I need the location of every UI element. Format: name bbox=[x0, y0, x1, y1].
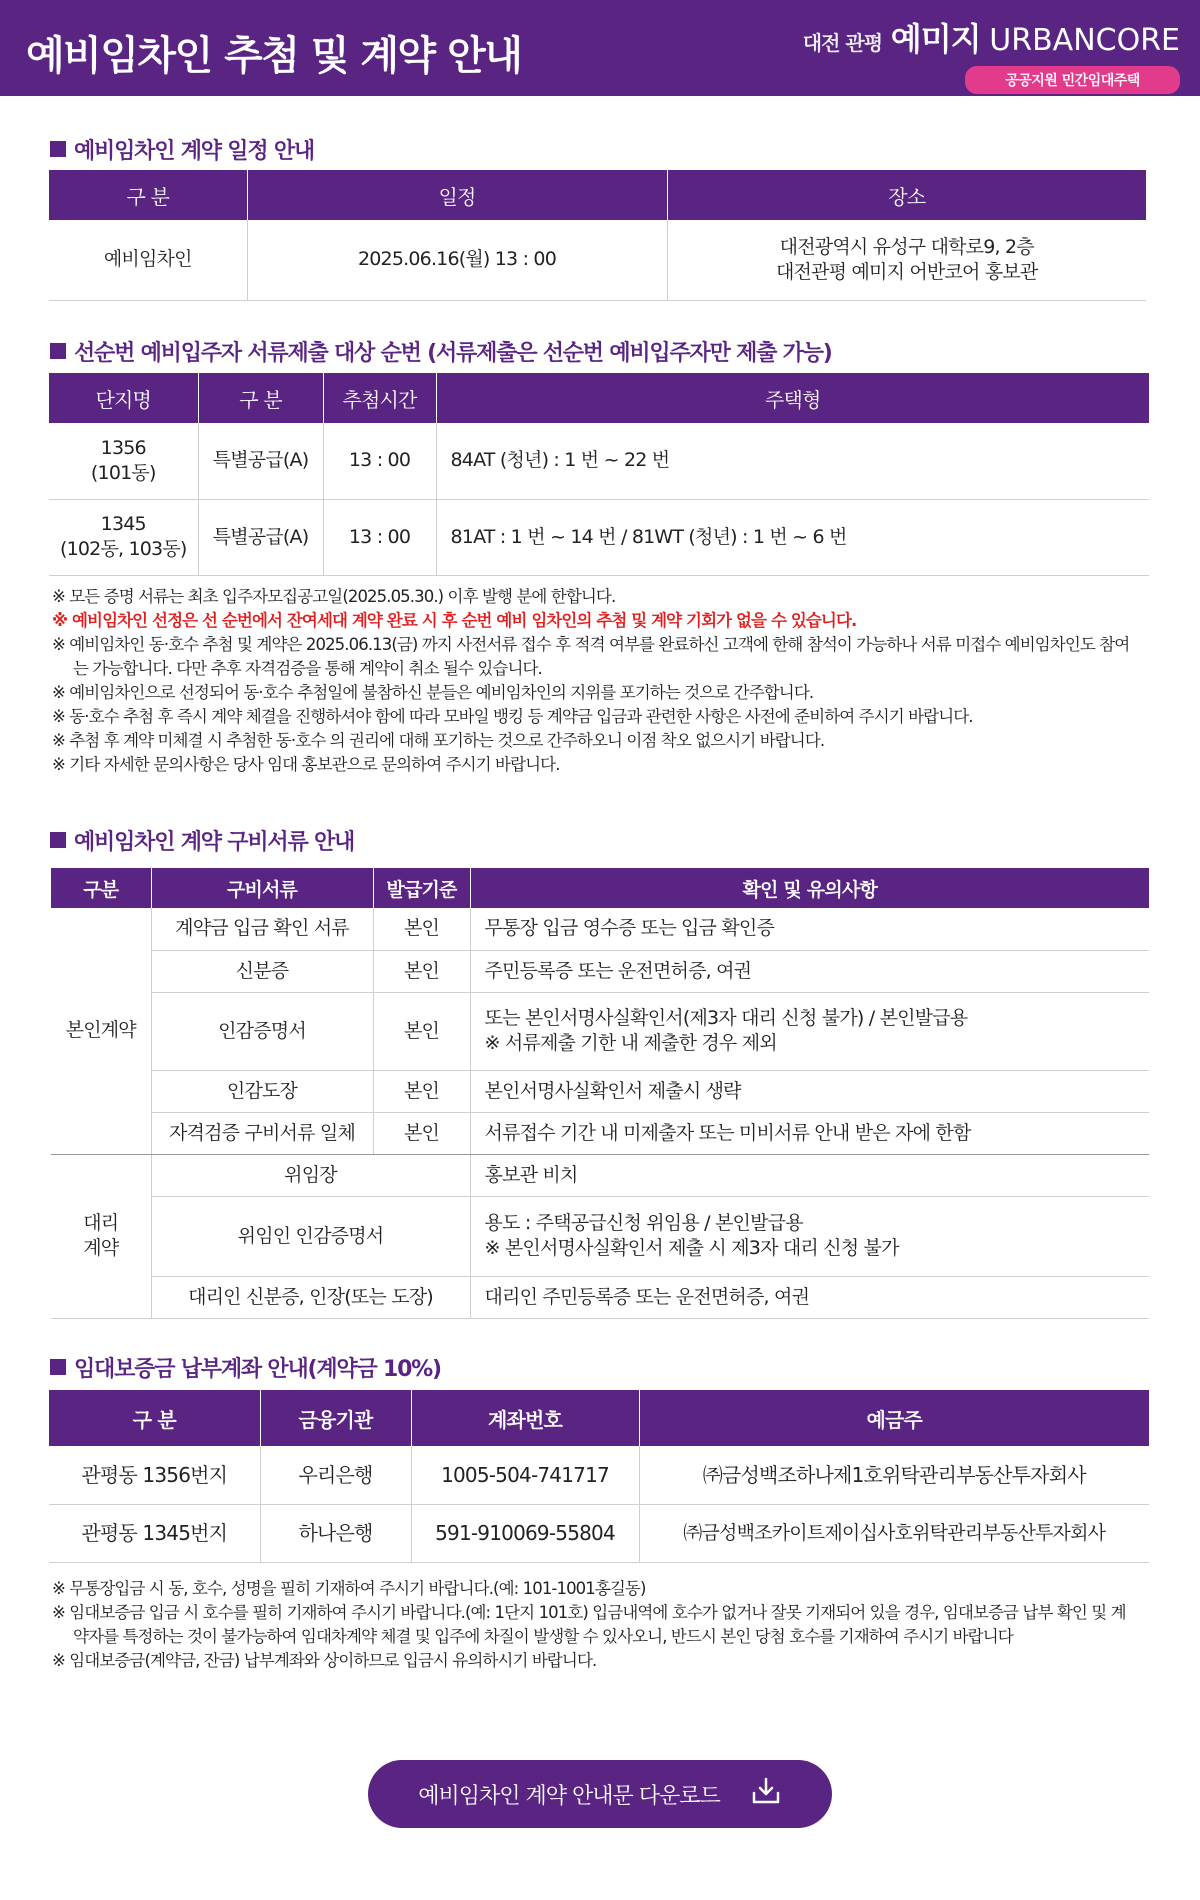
table-header-cell: 일정 bbox=[247, 170, 667, 220]
table-cell: 81AT : 1 번 ~ 14 번 / 81WT (청년) : 1 번 ~ 6 번 bbox=[436, 499, 1149, 575]
group-cell: 대리 계약 bbox=[51, 1154, 151, 1318]
table-cell: 관평동 1356번지 bbox=[49, 1446, 260, 1504]
table-header-cell: 추첨시간 bbox=[323, 373, 436, 423]
note-item: ※ 임대보증금 입금 시 호수를 필히 기재하여 주시기 바랍니다.(예: 1단지 101호) 입금내역에 호수가 없거나 잘못 기재되어 있을 경우, 임대보증금 납부 확인 및 계약자를 특정하는 것이 불가능하여 임대차계약 체결 및 입주에 차질이 발생할 수 있사오니, 반드시 본인 당첨 호수를 기재하여 주시기 바랍니다 bbox=[52, 1603, 1126, 1646]
square-bullet-icon bbox=[50, 343, 66, 359]
table-row bbox=[49, 499, 1149, 575]
table-cell: 591-910069-55804 bbox=[411, 1504, 639, 1562]
note-item: ※ 임대보증금(계약금, 잔금) 납부계좌와 상이하므로 입금시 유의하시기 바랍니다. bbox=[52, 1651, 597, 1670]
table-header-row bbox=[49, 1390, 1149, 1446]
table-header-cell: 구 분 bbox=[49, 1390, 260, 1446]
table-cell: 계약금 입금 확인 서류 bbox=[151, 908, 373, 950]
table-cell: 우리은행 bbox=[260, 1446, 411, 1504]
table-cell: 본인 bbox=[373, 1112, 470, 1154]
table-row bbox=[51, 1070, 1149, 1112]
table-header-cell: 구비서류 bbox=[151, 868, 373, 908]
table-row bbox=[49, 423, 1149, 499]
notes-list bbox=[52, 585, 1132, 777]
table-cell: 대리인 신분증, 인장(또는 도장) bbox=[151, 1276, 470, 1318]
table-header-row bbox=[49, 170, 1146, 220]
table-row bbox=[51, 1276, 1149, 1318]
note-item: ※ 무통장입금 시 동, 호수, 성명을 필히 기재하여 주시기 바랍니다.(예: 101-1001홍길동) bbox=[52, 1579, 646, 1598]
table-cell: 하나은행 bbox=[260, 1504, 411, 1562]
table-cell: 무통장 입금 영수증 또는 입금 확인증 bbox=[470, 908, 1149, 950]
table-header-cell: 발급기준 bbox=[373, 868, 470, 908]
table-cell: 용도 : 주택공급신청 위임용 / 본인발급용 ※ 본인서명사실확인서 제출 시 제3자 대리 신청 불가 bbox=[470, 1196, 1149, 1276]
table-header-cell: 계좌번호 bbox=[411, 1390, 639, 1446]
table-cell: 인감증명서 bbox=[151, 992, 373, 1070]
table-cell: 대리인 주민등록증 또는 운전면허증, 여권 bbox=[470, 1276, 1149, 1318]
table-cell: 주민등록증 또는 운전면허증, 여권 bbox=[470, 950, 1149, 992]
notes-list bbox=[52, 1577, 1132, 1673]
table-row bbox=[49, 1504, 1149, 1562]
priority-section-title: 선순번 예비입주자 서류제출 대상 순번 (서류제출은 선순번 예비입주자만 제출 가능) bbox=[50, 336, 832, 367]
table-row bbox=[51, 992, 1149, 1070]
table-cell: ㈜금성백조카이트제이십사호위탁관리부동산투자회사 bbox=[639, 1504, 1149, 1562]
docs-section-title: 예비임차인 계약 구비서류 안내 bbox=[50, 825, 354, 856]
table-cell: 본인 bbox=[373, 950, 470, 992]
table-cell: 84AT (청년) : 1 번 ~ 22 번 bbox=[436, 423, 1149, 499]
table-header-cell: 구분 bbox=[51, 868, 151, 908]
page-title: 예비임차인 추첨 및 계약 안내 bbox=[26, 33, 522, 79]
table-cell: 13 : 00 bbox=[323, 423, 436, 499]
table-header-row bbox=[49, 373, 1149, 423]
priority-table bbox=[49, 373, 1149, 576]
group-cell: 본인계약 bbox=[51, 908, 151, 1154]
download-icon bbox=[750, 1776, 782, 1812]
table-row bbox=[51, 1112, 1149, 1154]
table-cell: 본인 bbox=[373, 1070, 470, 1112]
accounts-table bbox=[49, 1390, 1149, 1563]
table-cell: ㈜금성백조하나제1호위탁관리부동산투자회사 bbox=[639, 1446, 1149, 1504]
schedule-section-title: 예비임차인 계약 일정 안내 bbox=[50, 134, 314, 165]
table-cell: 본인 bbox=[373, 992, 470, 1070]
table-cell: 예비임차인 bbox=[49, 220, 247, 300]
table-cell: 인감도장 bbox=[151, 1070, 373, 1112]
table-cell: 대전광역시 유성구 대학로9, 2층 대전관평 예미지 어반코어 홍보관 bbox=[667, 220, 1146, 300]
table-row bbox=[51, 1196, 1149, 1276]
table-cell: 또는 본인서명사실확인서(제3자 대리 신청 불가) / 본인발급용 ※ 서류제출 기한 내 제출한 경우 제외 bbox=[470, 992, 1149, 1070]
table-header-cell: 구 분 bbox=[198, 373, 323, 423]
table-cell: 1005-504-741717 bbox=[411, 1446, 639, 1504]
table-header-cell: 주택형 bbox=[436, 373, 1149, 423]
table-cell: 신분증 bbox=[151, 950, 373, 992]
accounts-section-title: 임대보증금 납부계좌 안내(계약금 10%) bbox=[50, 1352, 441, 1383]
note-item-warning: ※ 예비임차인 선정은 선 순번에서 잔여세대 계약 완료 시 후 순번 예비 임차인의 추첨 및 계약 기회가 없을 수 있습니다. bbox=[52, 611, 857, 630]
brand-name: 예미지 bbox=[890, 20, 981, 58]
table-cell: 자격검증 구비서류 일체 bbox=[151, 1112, 373, 1154]
download-button[interactable] bbox=[368, 1760, 832, 1828]
table-row bbox=[51, 950, 1149, 992]
brand-prefix: 대전 관평 bbox=[802, 31, 883, 55]
table-cell: 서류접수 기간 내 미제출자 또는 미비서류 안내 받은 자에 한함 bbox=[470, 1112, 1149, 1154]
table-header-cell: 구 분 bbox=[49, 170, 247, 220]
table-cell: 본인 bbox=[373, 908, 470, 950]
table-header-cell: 장소 bbox=[667, 170, 1146, 220]
table-cell: 위임장 bbox=[151, 1154, 470, 1196]
table-header-row bbox=[51, 868, 1149, 908]
table-cell: 본인서명사실확인서 제출시 생략 bbox=[470, 1070, 1149, 1112]
table-cell: 13 : 00 bbox=[323, 499, 436, 575]
table-header-cell: 예금주 bbox=[639, 1390, 1149, 1446]
table-cell: 위임인 인감증명서 bbox=[151, 1196, 470, 1276]
page-header bbox=[0, 0, 1200, 96]
note-item: ※ 모든 증명 서류는 최초 입주자모집공고일(2025.05.30.) 이후 발행 분에 한합니다. bbox=[52, 587, 616, 606]
square-bullet-icon bbox=[50, 1359, 66, 1375]
table-cell: 1356 (101동) bbox=[49, 423, 198, 499]
table-row bbox=[51, 908, 1149, 950]
table-cell: 홍보관 비치 bbox=[470, 1154, 1149, 1196]
table-cell: 특별공급(A) bbox=[198, 499, 323, 575]
table-row bbox=[49, 220, 1146, 300]
table-cell: 2025.06.16(월) 13 : 00 bbox=[247, 220, 667, 300]
table-cell: 특별공급(A) bbox=[198, 423, 323, 499]
note-item: ※ 기타 자세한 문의사항은 당사 임대 홍보관으로 문의하여 주시기 바랍니다. bbox=[52, 755, 560, 774]
brand-urban: URBANCORE bbox=[989, 23, 1180, 58]
table-header-cell: 단지명 bbox=[49, 373, 198, 423]
note-item: ※ 예비임차인으로 선정되어 동·호수 추첨일에 불참하신 분들은 예비임차인의 지위를 포기하는 것으로 간주합니다. bbox=[52, 683, 814, 702]
note-item: ※ 추첨 후 계약 미체결 시 추첨한 동·호수 의 권리에 대해 포기하는 것으로 간주하오니 이점 착오 없으시기 바랍니다. bbox=[52, 731, 825, 750]
note-item: ※ 예비임차인 동·호수 추첨 및 계약은 2025.06.13(금) 까지 사전서류 접수 후 적격 여부를 완료하신 고객에 한해 참석이 가능하나 서류 미접수 예비임차인도 참여는 가능합니다. 다만 추후 자격검증을 통해 계약이 취소 될수 있습니다. bbox=[52, 635, 1130, 678]
table-cell: 관평동 1345번지 bbox=[49, 1504, 260, 1562]
table-row bbox=[51, 1154, 1149, 1196]
brand-tag: 공공지원 민간임대주택 bbox=[965, 66, 1180, 94]
schedule-table bbox=[49, 170, 1146, 301]
docs-table bbox=[51, 868, 1149, 1319]
table-cell: 1345 (102동, 103동) bbox=[49, 499, 198, 575]
table-row bbox=[49, 1446, 1149, 1504]
note-item: ※ 동·호수 추첨 후 즉시 계약 체결을 진행하셔야 함에 따라 모바일 뱅킹 등 계약금 입금과 관련한 사항은 사전에 준비하여 주시기 바랍니다. bbox=[52, 707, 973, 726]
square-bullet-icon bbox=[50, 141, 66, 157]
download-button-label: 예비임차인 계약 안내문 다운로드 bbox=[418, 1783, 720, 1809]
square-bullet-icon bbox=[50, 832, 66, 848]
table-header-cell: 확인 및 유의사항 bbox=[470, 868, 1149, 908]
table-header-cell: 금융기관 bbox=[260, 1390, 411, 1446]
brand-logo bbox=[803, 14, 1180, 94]
